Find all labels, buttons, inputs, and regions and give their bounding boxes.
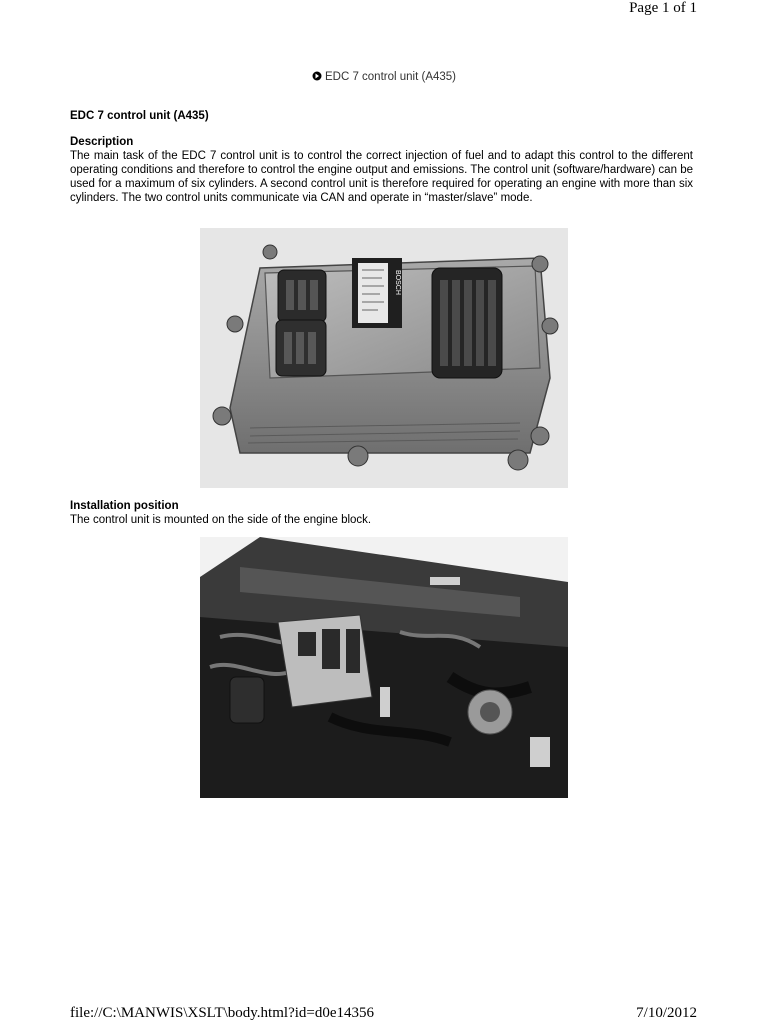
footer-file-path: file://C:\MANWIS\XSLT\body.html?id=d0e14356 bbox=[70, 1005, 375, 1021]
installation-heading: Installation position bbox=[70, 500, 179, 512]
ecu-photo bbox=[200, 228, 568, 488]
engine-illustration bbox=[200, 537, 568, 798]
description-text: The main task of the EDC 7 control unit is to control the correct injection of fuel and to adapt this control to the different operating conditions and therefore to control the engine output and emissions. The control unit (software/hardware) can be used for a maximum of six cylinders. A second control unit is therefore required for operating an engine with more than six cylinders. The two control units communicate via CAN and operate in “master/slave” mode. bbox=[70, 150, 693, 204]
description-heading: Description bbox=[70, 136, 134, 148]
breadcrumb bbox=[0, 71, 768, 84]
ecu-brand-label: BOSCH bbox=[394, 270, 401, 295]
engine-photo bbox=[200, 537, 568, 798]
page-number: Page 1 of 1 bbox=[629, 0, 697, 16]
installation-section bbox=[70, 499, 693, 527]
ecu-illustration bbox=[200, 228, 568, 488]
breadcrumb-link[interactable]: EDC 7 control unit (A435) bbox=[324, 71, 457, 83]
installation-text: The control unit is mounted on the side of the engine block. bbox=[70, 514, 372, 526]
footer-date: 7/10/2012 bbox=[636, 1005, 697, 1021]
arrow-icon[interactable] bbox=[312, 71, 322, 84]
document-title: EDC 7 control unit (A435) bbox=[70, 110, 209, 122]
document-body bbox=[70, 109, 693, 205]
